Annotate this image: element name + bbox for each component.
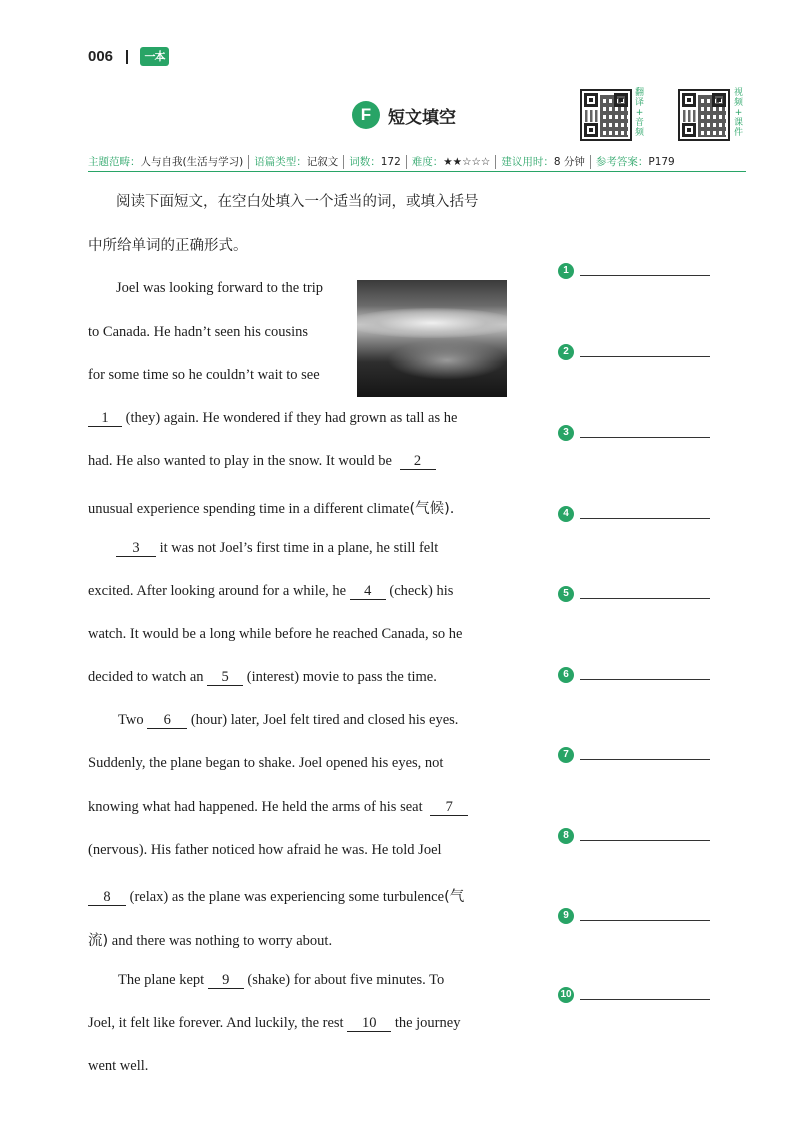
blank-1[interactable]: 1: [88, 411, 122, 427]
answer-line[interactable]: [580, 999, 710, 1000]
answer-line[interactable]: [580, 518, 710, 519]
answer-line[interactable]: [580, 598, 710, 599]
answer-slot-4[interactable]: 4: [558, 506, 710, 522]
answer-slot-9[interactable]: 9: [558, 908, 710, 924]
brand-logo: 一本: [140, 47, 169, 66]
section-badge: F: [352, 101, 380, 129]
answer-line[interactable]: [580, 275, 710, 276]
passage-line: 3 it was not Joel’s first time in a plane, he still felt: [116, 540, 438, 557]
passage-line: went well.: [88, 1058, 149, 1074]
passage-line: Joel, it felt like forever. And luckily, the rest 10 the journey: [88, 1015, 461, 1031]
passage-line: 1 (they) again. He wondered if they had grown as tall as he: [88, 410, 457, 427]
meta-info-row: [88, 152, 746, 172]
passage-line: 流) and there was nothing to worry about.: [88, 933, 333, 949]
blank-6[interactable]: 6: [147, 713, 187, 729]
qr-label-video: 视 频 + 课 件: [733, 88, 743, 138]
passage-line: to Canada. He hadn’t seen his cousins: [88, 324, 309, 340]
instruction-line-2: 中所给单词的正确形式。: [88, 238, 248, 254]
answer-line[interactable]: [580, 679, 710, 680]
answer-slot-8[interactable]: 8: [558, 828, 710, 844]
answer-slot-10[interactable]: 10: [558, 987, 710, 1003]
passage-line: excited. After looking around for a while, he 4 (check) his: [88, 583, 454, 599]
passage-line: had. He also wanted to play in the snow. It would be 2: [88, 453, 436, 470]
passage-line: for some time so he couldn’t wait to see: [88, 367, 320, 383]
instruction-line-1: 阅读下面短文，在空白处填入一个适当的词，或填入括号: [116, 194, 479, 210]
qr-code-video-icon[interactable]: [678, 89, 730, 141]
passage-line: Joel was looking forward to the trip: [116, 280, 323, 296]
page-number: 006: [88, 48, 114, 65]
passage-line: decided to watch an 5 (interest) movie to pass the time.: [88, 669, 437, 685]
blank-3[interactable]: 3: [116, 541, 156, 557]
answer-line[interactable]: [580, 759, 710, 760]
sky-clouds-photo: [357, 280, 507, 397]
section-title-text: 短文填空: [388, 107, 456, 128]
answer-slot-1[interactable]: 1: [558, 263, 710, 279]
passage-line: unusual experience spending time in a different climate(气候).: [88, 501, 455, 517]
answer-line[interactable]: [580, 437, 710, 438]
passage-line: Suddenly, the plane began to shake. Joel opened his eyes, not: [88, 755, 444, 771]
qr-code-translation-icon[interactable]: [580, 89, 632, 141]
passage-line: The plane kept 9 (shake) for about five minutes. To: [118, 972, 445, 988]
passage-line: watch. It would be a long while before he reached Canada, so he: [88, 626, 463, 642]
blank-8[interactable]: 8: [88, 890, 126, 906]
answer-line[interactable]: [580, 356, 710, 357]
answer-slot-3[interactable]: 3: [558, 425, 710, 441]
meta-word-count: 词数：172: [349, 156, 401, 168]
passage-line: 8 (relax) as the plane was experiencing some turbulence(气: [88, 885, 464, 906]
answer-slot-2[interactable]: 2: [558, 344, 710, 360]
qr-label-translation: 翻 译 + 音 频: [634, 88, 644, 138]
meta-answer-page: 参考答案：P179: [595, 156, 675, 168]
blank-10[interactable]: 10: [347, 1016, 391, 1032]
meta-theme: 主题范畴：人与自我(生活与学习): [88, 156, 244, 168]
page-number-divider: [126, 50, 128, 64]
answer-slot-5[interactable]: 5: [558, 586, 710, 602]
blank-4[interactable]: 4: [350, 584, 386, 600]
passage-line: Two 6 (hour) later, Joel felt tired and closed his eyes.: [118, 712, 459, 728]
answer-slot-7[interactable]: 7: [558, 747, 710, 763]
section-title: [352, 101, 456, 129]
answer-line[interactable]: [580, 840, 710, 841]
meta-difficulty: 难度：★★☆☆☆: [411, 156, 491, 168]
blank-9[interactable]: 9: [208, 973, 244, 989]
passage-line: (nervous). His father noticed how afraid he was. He told Joel: [88, 842, 442, 858]
blank-2[interactable]: 2: [400, 454, 436, 470]
blank-5[interactable]: 5: [207, 670, 243, 686]
answer-slot-6[interactable]: 6: [558, 667, 710, 683]
passage-line: knowing what had happened. He held the arms of his seat 7: [88, 799, 468, 816]
answer-line[interactable]: [580, 920, 710, 921]
blank-7[interactable]: 7: [430, 800, 468, 816]
meta-genre: 语篇类型：记叙文: [254, 156, 339, 168]
meta-time: 建议用时：8 分钟: [501, 156, 585, 168]
